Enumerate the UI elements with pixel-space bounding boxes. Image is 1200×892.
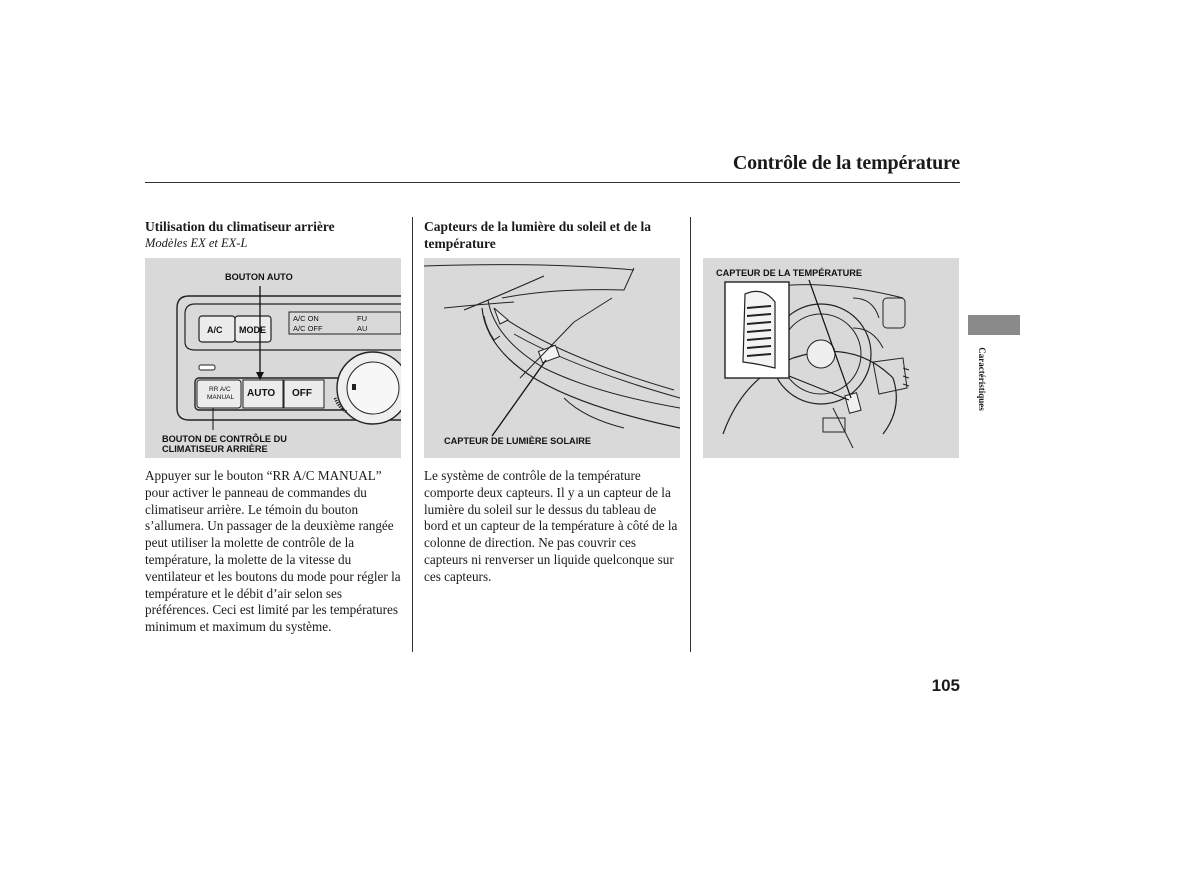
section-subtitle-models: Modèles EX et EX-L [145, 236, 248, 250]
header-rule [145, 182, 960, 183]
section-heading-rear-ac: Utilisation du climatiseur arrière [145, 219, 335, 234]
temperature-sensor-illustration [703, 258, 959, 458]
section-heading-sensors: Capteurs de la lumière du soleil et de la température [424, 219, 651, 251]
rr-ac-label-line1: RR A/C [209, 386, 231, 393]
rear-ac-panel-illustration [145, 258, 401, 458]
auto-mode-label: AU [357, 324, 368, 333]
sunlight-sensor-illustration [424, 258, 680, 458]
left-column [145, 218, 403, 251]
ac-button-label: A/C [207, 325, 223, 335]
callout-rear-ac-control-line2: CLIMATISEUR ARRIÈRE [162, 444, 268, 454]
page-title: Contrôle de la température [732, 152, 960, 174]
column-divider-left [412, 217, 413, 652]
fan-label: FU [357, 314, 367, 323]
off-button-label: OFF [292, 388, 312, 399]
chapter-label [976, 340, 986, 420]
rear-ac-body-text: Appuyer sur le bouton “RR A/C MANUAL” pour activer le panneau de commandes du climatiseur arrière. Le témoin du bouton s’allumera. Un passager de la deuxième rangée peut utiliser la molette de contrôle de la température, la molette de la vitesse du ventilateur et les boutons du mode pour régler la température et le débit d’air selon ses préférences. Ceci est limité par les températures minimum et maximum du système. [145, 468, 401, 635]
mode-button-label: MODE [239, 325, 266, 335]
ac-on-label: A/C ON [293, 314, 319, 323]
callout-sunlight-sensor: CAPTEUR DE LUMIÈRE SOLAIRE [444, 436, 592, 446]
column-divider-right [690, 217, 691, 652]
sensors-body-text: Le système de contrôle de la température comporte deux capteurs. Il y a un capteur de la lumière du soleil sur le dessus du tableau de bord et un capteur de la température à côté de la colonne de direction. Ne pas couvrir ces capteurs ni renverser un liquide quelconque sur ces capteurs. [424, 468, 678, 584]
callout-temperature-sensor: CAPTEUR DE LA TEMPÉRATURE [716, 268, 862, 278]
page-number: 105 [931, 676, 960, 695]
callout-rear-ac-control-line1: BOUTON DE CONTRÔLE DU [162, 434, 287, 444]
auto-button-label: AUTO [247, 388, 276, 399]
callout-auto-button: BOUTON AUTO [225, 272, 293, 282]
rr-ac-label-line2: MANUAL [207, 394, 235, 401]
temperature-sensor-figure [703, 258, 959, 458]
chapter-label-text: Caractéristiques [977, 347, 987, 411]
chapter-tab [968, 315, 1020, 335]
ac-off-label: A/C OFF [293, 324, 323, 333]
rear-ac-panel-figure [145, 258, 401, 458]
sunlight-sensor-figure [424, 258, 680, 458]
